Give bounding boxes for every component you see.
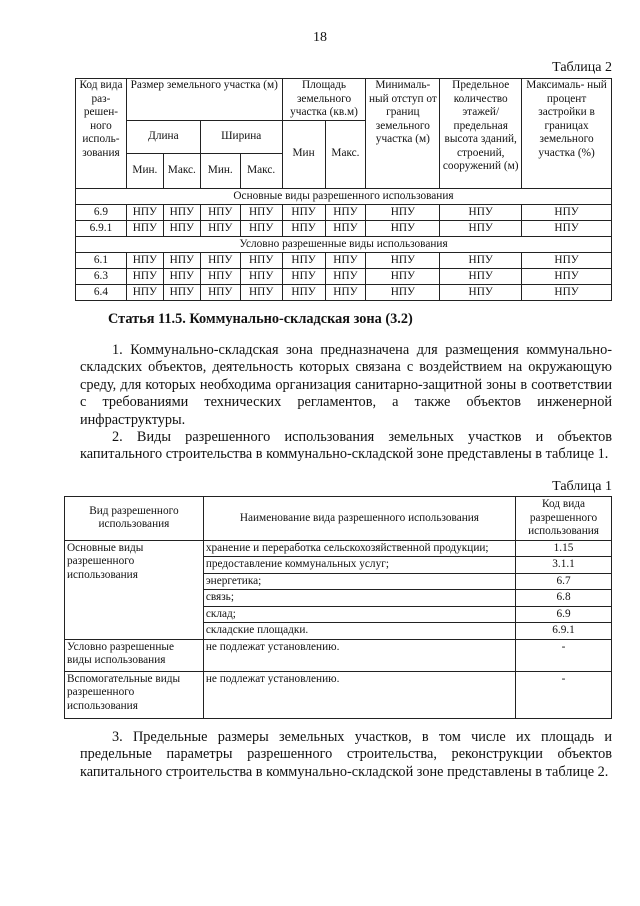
header-type: Вид разрешенного использования <box>65 497 204 541</box>
row-cell: НПУ <box>163 284 200 300</box>
row-cell: НПУ <box>522 220 612 236</box>
item-code: 1.15 <box>516 540 612 557</box>
row-code: 6.3 <box>76 268 127 284</box>
table-row <box>65 639 612 671</box>
row-cell: НПУ <box>282 252 325 268</box>
table-row <box>76 204 612 220</box>
table2-caption: Таблица 2 <box>552 60 612 75</box>
header-length-max: Макс. <box>163 153 200 188</box>
row-cell: НПУ <box>440 204 522 220</box>
header-width-max: Макс. <box>240 153 282 188</box>
row-code: 6.4 <box>76 284 127 300</box>
row-cell: НПУ <box>440 268 522 284</box>
row-cell: НПУ <box>366 284 440 300</box>
row-cell: НПУ <box>522 252 612 268</box>
section-title: Основные виды разрешенного использования <box>76 188 612 204</box>
item-name: не подлежат установлению. <box>203 639 515 671</box>
row-cell: НПУ <box>522 268 612 284</box>
table-row <box>76 220 612 236</box>
row-cell: НПУ <box>366 220 440 236</box>
item-name: энергетика; <box>203 573 515 590</box>
row-cell: НПУ <box>325 204 366 220</box>
row-cell: НПУ <box>126 220 163 236</box>
table-row <box>76 268 612 284</box>
row-code: 6.9.1 <box>76 220 127 236</box>
paragraph-2: 2. Виды разрешенного использования земельных участков и объектов капитального строительства в коммунально-складской зоне представлены в таблице 1. <box>80 429 612 463</box>
row-cell: НПУ <box>126 204 163 220</box>
group-type: Вспомогательные виды разрешенного использования <box>65 671 204 718</box>
table-row <box>76 252 612 268</box>
row-cell: НПУ <box>282 284 325 300</box>
header-length-min: Мин. <box>126 153 163 188</box>
header-area-max: Макс. <box>325 120 366 188</box>
item-code: 6.7 <box>516 573 612 590</box>
row-cell: НПУ <box>163 268 200 284</box>
table-2 <box>75 78 612 301</box>
row-cell: НПУ <box>163 252 200 268</box>
row-cell: НПУ <box>126 268 163 284</box>
item-name: хранение и переработка сельскохозяйственной продукции; <box>203 540 515 557</box>
header-code: Код вида разрешенного использования <box>516 497 612 541</box>
row-cell: НПУ <box>200 252 240 268</box>
item-name: связь; <box>203 590 515 607</box>
row-cell: НПУ <box>522 204 612 220</box>
row-cell: НПУ <box>200 204 240 220</box>
row-cell: НПУ <box>325 268 366 284</box>
header-width: Ширина <box>200 120 282 153</box>
row-cell: НПУ <box>163 220 200 236</box>
header-code: Код вида раз- решен- ного исполь- зования <box>76 79 127 189</box>
row-cell: НПУ <box>366 268 440 284</box>
section-title: Условно разрешенные виды использования <box>76 236 612 252</box>
row-cell: НПУ <box>366 204 440 220</box>
item-name: склад; <box>203 606 515 623</box>
row-cell: НПУ <box>240 252 282 268</box>
row-cell: НПУ <box>240 284 282 300</box>
item-code: 6.9.1 <box>516 623 612 640</box>
item-code: - <box>516 639 612 671</box>
item-code: 6.8 <box>516 590 612 607</box>
row-code: 6.1 <box>76 252 127 268</box>
row-cell: НПУ <box>200 220 240 236</box>
table-row <box>65 540 612 557</box>
header-area: Площадь земельного участка (кв.м) <box>282 79 366 121</box>
item-code: - <box>516 671 612 718</box>
table-row <box>65 671 612 718</box>
row-cell: НПУ <box>126 252 163 268</box>
row-cell: НПУ <box>440 252 522 268</box>
row-cell: НПУ <box>240 204 282 220</box>
row-code: 6.9 <box>76 204 127 220</box>
row-cell: НПУ <box>282 220 325 236</box>
header-name: Наименование вида разрешенного использования <box>203 497 515 541</box>
item-name: складские площадки. <box>203 623 515 640</box>
paragraph-1: 1. Коммунально-складская зона предназначена для размещения коммунально-складских объектов, деятельность которых связана с воздействием на окружающую среду, для которых необходима организация санитарно-защитной зоны в соответствии с требованиями технических регламентов, а также объектов инженерной инфраструктуры. <box>80 342 612 428</box>
row-cell: НПУ <box>200 268 240 284</box>
row-cell: НПУ <box>126 284 163 300</box>
row-cell: НПУ <box>325 220 366 236</box>
row-cell: НПУ <box>163 204 200 220</box>
article-heading: Статья 11.5. Коммунально-складская зона (3.2) <box>108 311 413 327</box>
row-cell: НПУ <box>325 252 366 268</box>
table-1 <box>64 496 612 719</box>
row-cell: НПУ <box>522 284 612 300</box>
row-cell: НПУ <box>282 268 325 284</box>
header-percent: Максималь- ный процент застройки в границах земельного участка (%) <box>522 79 612 189</box>
header-length: Длина <box>126 120 200 153</box>
row-cell: НПУ <box>440 284 522 300</box>
header-width-min: Мин. <box>200 153 240 188</box>
page-number: 18 <box>313 30 327 45</box>
item-name: не подлежат установлению. <box>203 671 515 718</box>
header-setback: Минималь- ный отступ от границ земельного участка (м) <box>366 79 440 189</box>
row-cell: НПУ <box>325 284 366 300</box>
item-code: 3.1.1 <box>516 557 612 574</box>
header-floors: Предельное количество этажей/ предельная высота зданий, строений, сооружений (м) <box>440 79 522 189</box>
header-size: Размер земельного участка (м) <box>126 79 282 121</box>
row-cell: НПУ <box>200 284 240 300</box>
row-cell: НПУ <box>240 268 282 284</box>
table1-caption: Таблица 1 <box>552 479 612 494</box>
item-name: предоставление коммунальных услуг; <box>203 557 515 574</box>
row-cell: НПУ <box>440 220 522 236</box>
row-cell: НПУ <box>282 204 325 220</box>
table-row <box>76 284 612 300</box>
item-code: 6.9 <box>516 606 612 623</box>
group-type: Условно разрешенные виды использования <box>65 639 204 671</box>
paragraph-3: 3. Предельные размеры земельных участков, в том числе их площадь и предельные параметры разрешенного строительства, реконструкции объектов капитального строительства в коммунально-складской зоне представлены в таблице 2. <box>80 729 612 780</box>
header-area-min: Мин <box>282 120 325 188</box>
row-cell: НПУ <box>366 252 440 268</box>
row-cell: НПУ <box>240 220 282 236</box>
group-type: Основные виды разрешенного использования <box>65 540 204 639</box>
